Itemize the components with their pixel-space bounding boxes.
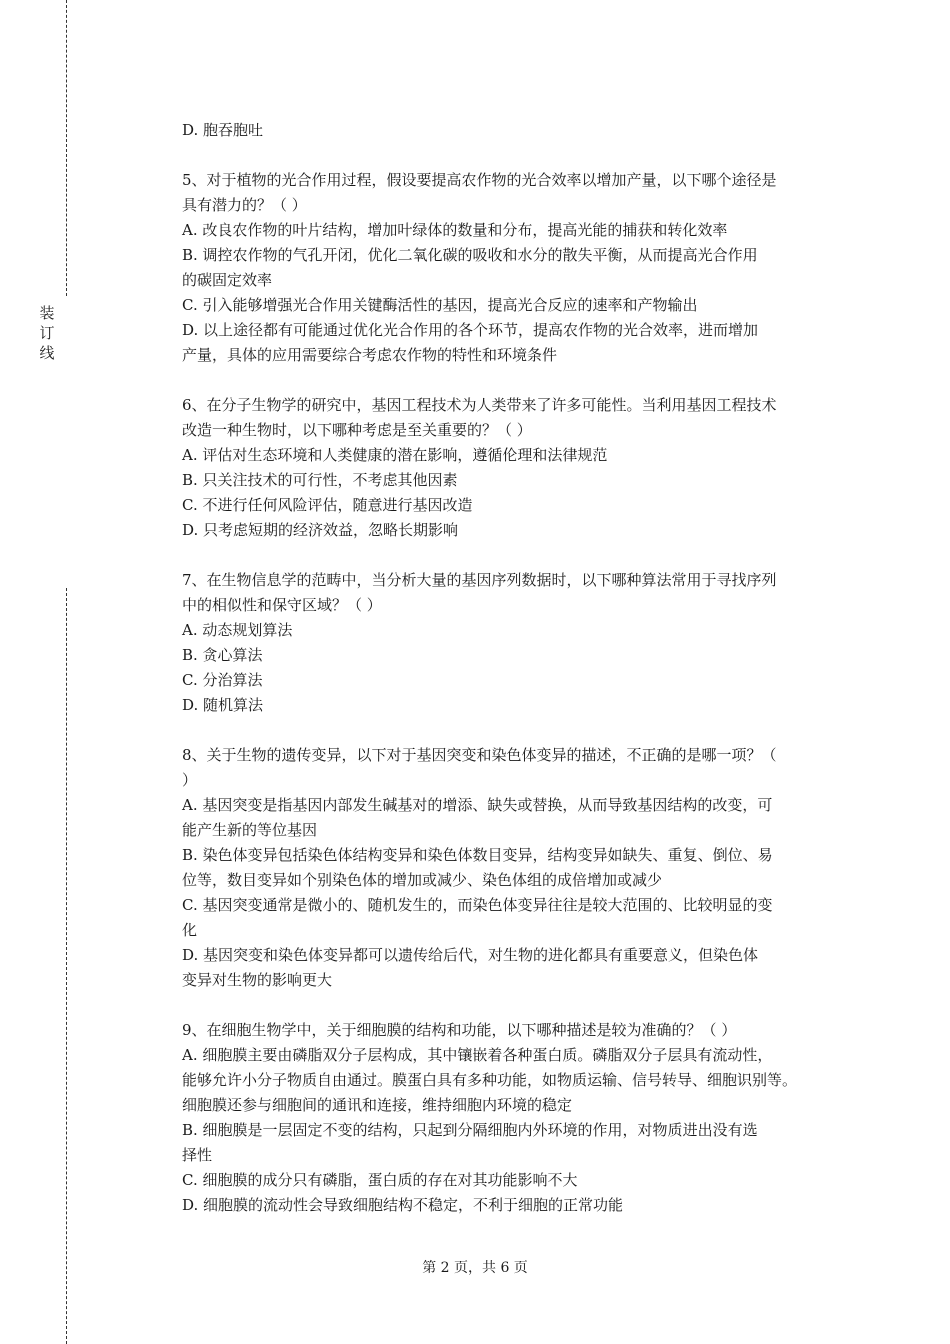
exam-content xyxy=(182,118,850,1218)
text-line: A. 细胞膜主要由磷脂双分子层构成，其中镶嵌着各种蛋白质。磷脂双分子层具有流动性， xyxy=(182,1046,773,1064)
text-line: C. 不进行任何风险评估，随意进行基因改造 xyxy=(182,496,473,514)
blank-spacer xyxy=(182,368,850,393)
text-line: 6、在分子生物学的研究中，基因工程技术为人类带来了许多可能性。当利用基因工程技术 xyxy=(182,396,777,414)
binding-line-label xyxy=(38,303,56,363)
text-line: 5、对于植物的光合作用过程，假设要提高农作物的光合效率以增加产量，以下哪个途径是 xyxy=(182,171,777,189)
text-line: ） xyxy=(182,771,198,789)
text-line: D. 只考虑短期的经济效益，忽略长期影响 xyxy=(182,521,459,539)
text-line: D. 以上途径都有可能通过优化光合作用的各个环节，提高农作物的光合效率，进而增加 xyxy=(182,321,759,339)
text-line: 能够允许小分子物质自由通过。膜蛋白具有多种功能，如物质运输、信号转导、细胞识别等。 xyxy=(182,1071,798,1089)
page-footer: 第 2 页，共 6 页 xyxy=(422,1260,528,1276)
text-line: 择性 xyxy=(182,1146,213,1164)
text-line: D. 细胞膜的流动性会导致细胞结构不稳定，不利于细胞的正常功能 xyxy=(182,1196,624,1214)
text-line: 位等，数目变异如个别染色体的增加或减少、染色体组的成倍增加或减少 xyxy=(182,871,663,889)
text-line: D. 随机算法 xyxy=(182,696,264,714)
text-line: B. 贪心算法 xyxy=(182,646,263,664)
blank-spacer xyxy=(182,993,850,1018)
text-line: 能产生新的等位基因 xyxy=(182,821,318,839)
text-line: C. 引入能够增强光合作用关键酶活性的基因，提高光合反应的速率和产物输出 xyxy=(182,296,698,314)
text-line: 8、关于生物的遗传变异，以下对于基因突变和染色体变异的描述，不正确的是哪一项？（ xyxy=(182,746,777,764)
text-line: B. 细胞膜是一层固定不变的结构，只起到分隔细胞内外环境的作用，对物质进出没有选 xyxy=(182,1121,758,1139)
text-line: 变异对生物的影响更大 xyxy=(182,971,333,989)
text-line: D. 基因突变和染色体变异都可以遗传给后代，对生物的进化都具有重要意义，但染色体 xyxy=(182,946,759,964)
blank-spacer xyxy=(182,543,850,568)
text-line: 9、在细胞生物学中，关于细胞膜的结构和功能，以下哪种描述是较为准确的？（ ） xyxy=(182,1021,737,1039)
text-line: 细胞膜还参与细胞间的通讯和连接，维持细胞内环境的稳定 xyxy=(182,1096,573,1114)
blank-spacer xyxy=(182,718,850,743)
text-line: 具有潜力的？（ ） xyxy=(182,196,307,214)
text-line: 的碳固定效率 xyxy=(182,271,273,289)
text-line: 中的相似性和保守区域？（ ） xyxy=(182,596,382,614)
binding-dashed-line-top xyxy=(66,0,67,296)
text-line: 产量，具体的应用需要综合考虑农作物的特性和环境条件 xyxy=(182,346,558,364)
text-line: 化 xyxy=(182,921,198,939)
text-line: C. 细胞膜的成分只有磷脂，蛋白质的存在对其功能影响不大 xyxy=(182,1171,578,1189)
text-line: A. 动态规划算法 xyxy=(182,621,293,639)
text-line: 改造一种生物时，以下哪种考虑是至关重要的？（ ） xyxy=(182,421,532,439)
blank-spacer xyxy=(182,143,850,168)
binding-dashed-line-bottom xyxy=(66,588,67,1344)
text-line: D. 胞吞胞吐 xyxy=(182,121,264,139)
text-line: B. 染色体变异包括染色体结构变异和染色体数目变异，结构变异如缺失、重复、倒位、易 xyxy=(182,846,773,864)
text-line: A. 评估对生态环境和人类健康的潜在影响，遵循伦理和法律规范 xyxy=(182,446,608,464)
text-line: 7、在生物信息学的范畴中，当分析大量的基因序列数据时，以下哪种算法常用于寻找序列 xyxy=(182,571,777,589)
binding-char: 线 xyxy=(39,344,55,362)
text-line: A. 改良农作物的叶片结构，增加叶绿体的数量和分布，提高光能的捕获和转化效率 xyxy=(182,221,728,239)
text-line: B. 调控农作物的气孔开闭，优化二氧化碳的吸收和水分的散失平衡，从而提高光合作用 xyxy=(182,246,758,264)
text-line: B. 只关注技术的可行性，不考虑其他因素 xyxy=(182,471,458,489)
text-line: C. 分治算法 xyxy=(182,671,263,689)
binding-char: 装 xyxy=(39,304,55,322)
text-line: A. 基因突变是指基因内部发生碱基对的增添、缺失或替换，从而导致基因结构的改变，可 xyxy=(182,796,773,814)
binding-char: 订 xyxy=(39,324,55,342)
text-line: C. 基因突变通常是微小的、随机发生的，而染色体变异往往是较大范围的、比较明显的变 xyxy=(182,896,773,914)
